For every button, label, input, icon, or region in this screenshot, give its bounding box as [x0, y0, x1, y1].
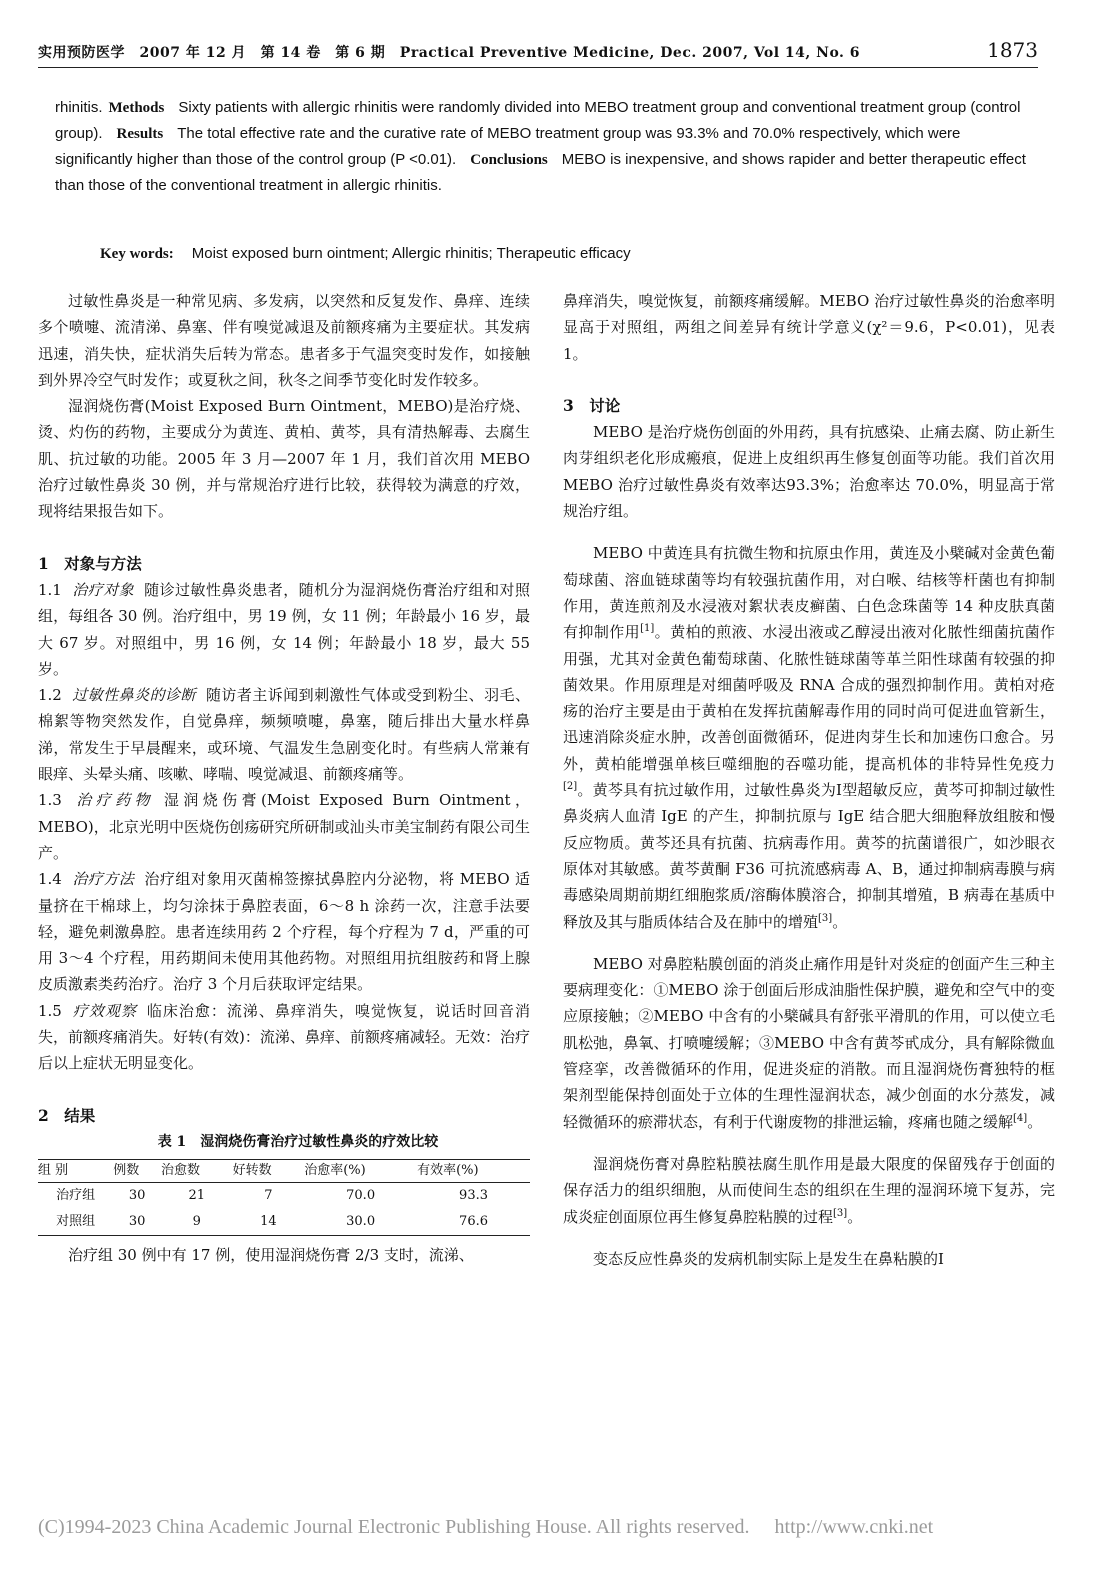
table-row: 对照组 30 9 14 30.0 76.6 — [38, 1209, 530, 1236]
table-caption: 表 1 湿润烧伤膏治疗过敏性鼻炎的疗效比较 — [157, 1133, 439, 1150]
citation: [3] — [833, 1207, 848, 1219]
subsection: 1.4 治疗方法 治疗组对象用灭菌棉签擦拭鼻腔内分泌物，将 MEBO 适量挤在干棉球上，均匀涂抹于鼻腔表面，6～8 h 涂药一次，注意手法要轻，避免刺激鼻腔。患者连续用药 2 个疗程，每个疗程为 7 d，严重的可用 3～4 个疗程，用药期间未使用其他药物。对照组用抗组胺药和肾上腺皮质激素类药治疗。治疗 3 个月后获取评定结果。 — [38, 870, 530, 994]
table-header: 有效率(%) — [417, 1160, 530, 1183]
subsection: 1.1 治疗对象 随诊过敏性鼻炎患者，随机分为湿润烧伤膏治疗组和对照组，每组各 30 例。治疗组中，男 19 例，女 11 例；年龄最小 16 岁，最大 67 岁。对照组中，男 16 例，女 14 例；年龄最小 18 岁，最大 55 岁。 — [38, 580, 530, 678]
table-header: 好转数 — [233, 1160, 305, 1183]
intro-paragraph: 过敏性鼻炎是一种常见病、多发病，以突然和反复发作、鼻痒、连续多个喷嚏、流清涕、鼻塞、伴有嗅觉减退及前额疼痛为主要症状。其发病迅速，消失快，症状消失后转为常态。患者多于气温突变时发作，如接触到外界冷空气时发作；或夏秋之间，秋冬之间季节变化时发作较多。 — [38, 292, 530, 389]
table-header: 例数 — [113, 1160, 161, 1183]
results-paragraph: 治疗组 30 例中有 17 例，使用湿润烧伤膏 2/3 支时，流涕、 — [68, 1246, 474, 1265]
right-column — [563, 288, 1055, 1272]
left-column — [38, 288, 530, 1269]
table-header: 组 别 — [38, 1160, 113, 1183]
discussion-paragraph: MEBO 是治疗烧伤创面的外用药，具有抗感染、止痛去腐、防止新生肉芽组织老化形成瘢痕，促进上皮组织再生修复创面等功能。我们首次用 MEBO 治疗过敏性鼻炎有效率达93.3%；治愈率达 70.0%，明显高于常规治疗组。 — [563, 423, 1055, 521]
intro-paragraph: 湿润烧伤膏(Moist Exposed Burn Ointment，MEBO)是治疗烧、烫、灼伤的药物，主要成分为黄连、黄柏、黄芩，具有清热解毒、去腐生肌、抗过敏的功能。2005 年 3 月—2007 年 1 月，我们首次用 MEBO 治疗过敏性鼻炎 30 例，并与常规治疗进行比较，获得较为满意的疗效，现将结果报告如下。 — [38, 397, 530, 521]
results-label: Results — [116, 126, 164, 142]
table-header-row — [38, 1160, 530, 1183]
journal-info: 实用预防医学 2007 年 12 月 第 14 卷 第 6 期 Practical Preventive Medicine, Dec. 2007, Vol 14, No. 6 — [38, 45, 861, 61]
discussion-paragraph: 湿润烧伤膏对鼻腔粘膜祛腐生肌作用是最大限度的保留残存于创面的保存活力的组织细胞，从而使间生态的组织在生理的湿润环境下复苏，完成炎症创面原位再生修复鼻腔粘膜的过程[3]。 — [563, 1154, 1055, 1226]
discussion-paragraph: MEBO 对鼻腔粘膜创面的消炎止痛作用是针对炎症的创面产生三种主要病理变化：①MEBO 涂于创面后形成油脂性保护膜，避免和空气中的变应原接触；②MEBO 中含有的小檗碱具有舒张平滑肌的作用，可以使立毛肌松弛，鼻氧、打喷嚏缓解；③MEBO 中含有黄芩甙成分，具有解除微血管痉挛，改善微循环的作用，促进炎症的消散。而且湿润烧伤膏独特的框架剂型能保持创面处于立体的生理性湿润状态，减少创面的水分蒸发，减轻微循环的瘀滞状态，有利于代谢废物的排泄运输，疼痛也随之缓解[4]。 — [563, 954, 1055, 1131]
section-heading: 3 讨论 — [563, 395, 621, 415]
abstract-english: rhinitis. Methods Sixty patients with allergic rhinitis were randomly divided into MEBO treatment group and conventional treatment group (control group). Results The total effective rate and the curative rate of MEBO treatment group was 93.3% and 70.0% respectively, which were significantly higher than those of the control group (P <0.01). Conclusions MEBO is inexpensive, and shows rapider and better therapeutic effect than those of the conventional treatment in allergic rhinitis. — [55, 99, 1026, 194]
keywords: Key words: Moist exposed burn ointment; Allergic rhinitis; Therapeutic efficacy — [100, 245, 631, 262]
header-rule — [38, 67, 1038, 68]
page-number: 1873 — [987, 38, 1038, 62]
copyright-footer: (C)1994-2023 China Academic Journal Electronic Publishing House. All rights reserved. http://www.cnki.net — [38, 1516, 934, 1538]
section-heading: 2 结果 — [38, 1105, 96, 1125]
results-paragraph: 鼻痒消失，嗅觉恢复，前额疼痛缓解。MEBO 治疗过敏性鼻炎的治愈率明显高于对照组，两组之间差异有统计学意义(χ²＝9.6，P<0.01)，见表 1。 — [563, 292, 1055, 363]
conclusions-label: Conclusions — [470, 152, 548, 168]
citation: [3] — [818, 912, 833, 924]
keywords-label: Key words: — [100, 246, 174, 262]
discussion-paragraph: 变态反应性鼻炎的发病机制实际上是发生在鼻粘膜的Ⅰ — [593, 1249, 944, 1268]
table-header: 治愈率(%) — [304, 1160, 417, 1183]
citation: [1] — [640, 623, 655, 635]
citation: [2] — [563, 781, 578, 793]
subsection: 1.3 治疗药物 湿润烧伤膏(Moist Exposed Burn Ointment，MEBO)，北京光明中医烧伤创疡研究所研制或汕头市美宝制药有限公司生产。 — [38, 791, 530, 862]
table-header: 治愈数 — [161, 1160, 233, 1183]
subsection: 1.2 过敏性鼻炎的诊断 随访者主诉闻到刺激性气体或受到粉尘、羽毛、棉絮等物突然发作，自觉鼻痒，频频喷嚏，鼻塞，随后排出大量水样鼻涕，常发生于早晨醒来，或环境、气温发生急剧变化时。有些病人常兼有眼痒、头晕头痛、咳嗽、哮喘、嗅觉减退、前额疼痛等。 — [38, 686, 530, 784]
discussion-paragraph: MEBO 中黄连具有抗微生物和抗原虫作用，黄连及小檗碱对金黄色葡萄球菌、溶血链球菌等均有较强抗菌作用，对白喉、结核等杆菌也有抑制作用，黄连煎剂及水浸液对絮状表皮癣菌、白色念珠菌等 14 种皮肤真菌有抑制作用[1]。黄柏的煎液、水浸出液或乙醇浸出液对化脓性细菌抗菌作用强，尤其对金黄色葡萄球菌、化脓性链球菌等革兰阳性球菌有较强的抑菌效果。作用原理是对细菌呼吸及 RNA 合成的强烈抑制作用。黄柏对疮疡的治疗主要是由于黄柏在发挥抗菌解毒作用的同时尚可促进血管新生，迅速消除炎症水肿，改善创面微循环，促进肉芽生长和加速伤口愈合。另外，黄柏能增强单核巨噬细胞的吞噬功能，提高机体的非特异性免疫力[2]。黄芩具有抗过敏作用，过敏性鼻炎为Ⅰ型超敏反应，黄芩可抑制过敏性鼻炎病人血清 IgE 的产生，抑制抗原与 IgE 结合肥大细胞释放组胺和慢反应物质。黄芩还具有抗菌、抗病毒作用。黄芩的抗菌谱很广，如沙眼衣原体对其敏感。黄芩黄酮 F36 可抗流感病毒 A、B，通过抑制病毒膜与病毒感染周期前期红细胞浆质/溶酶体膜溶合，抑制其增殖，B 病毒在基质中释放及其与脂质体结合及在肺中的增殖[3]。 — [563, 544, 1055, 931]
results-table — [38, 1159, 530, 1236]
section-heading: 1 对象与方法 — [38, 553, 142, 573]
subsection: 1.5 疗效观察 临床治愈：流涕、鼻痒消失，嗅觉恢复，说话时回音消失，前额疼痛消失。好转(有效)：流涕、鼻痒、前额疼痛减轻。无效：治疗后以上症状无明显变化。 — [38, 1001, 530, 1073]
table-row: 治疗组 30 21 7 70.0 93.3 — [56, 1188, 488, 1204]
citation: [4] — [1013, 1112, 1028, 1124]
running-header — [38, 38, 1038, 68]
methods-label: Methods — [108, 100, 165, 116]
